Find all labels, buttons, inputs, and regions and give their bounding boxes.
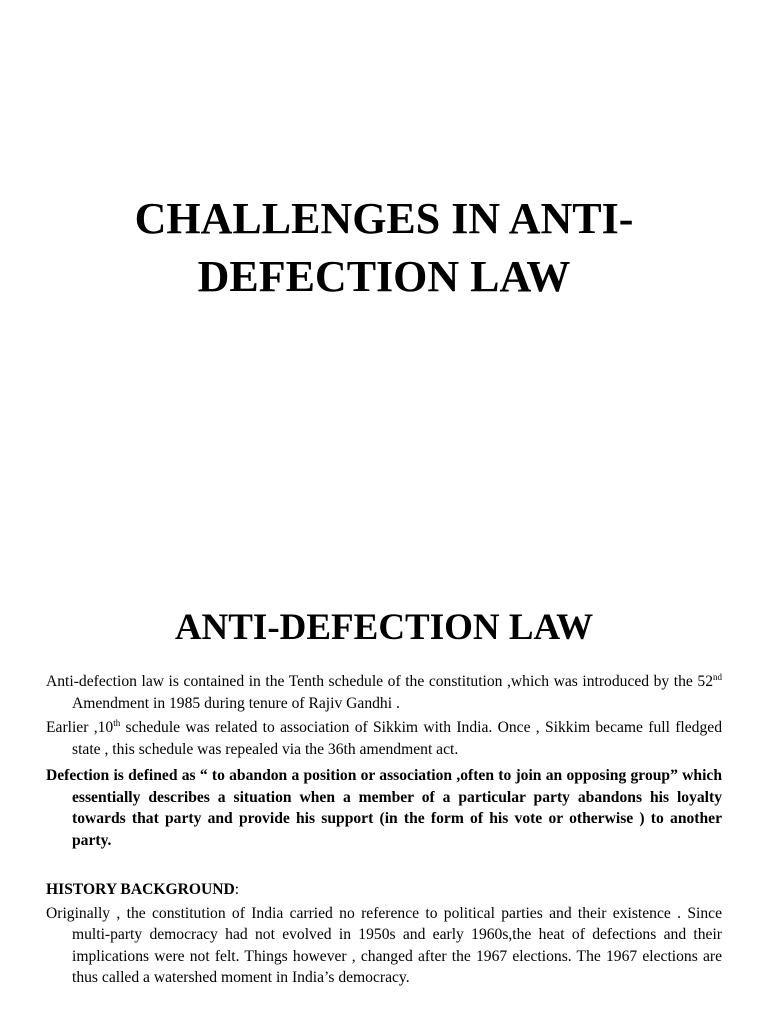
paragraph-text: schedule was related to association of Sikkim with India. Once , Sikkim became full fledged state , this schedule was repealed via the 36th amendment act. bbox=[72, 719, 722, 758]
slide-title-line-2: DEFECTION LAW bbox=[197, 252, 571, 301]
slide-title bbox=[60, 190, 708, 306]
history-heading bbox=[46, 879, 722, 901]
paragraph-sikkim bbox=[46, 717, 722, 760]
slide-title-line-1: CHALLENGES IN ANTI- bbox=[134, 194, 634, 243]
paragraph-text: Anti-defection law is contained in the Tenth schedule of the constitution ,which was introduced by the 52 bbox=[46, 673, 713, 690]
section-title: ANTI-DEFECTION LAW bbox=[174, 607, 594, 648]
paragraph-defection-definition bbox=[46, 765, 722, 851]
history-heading-text: HISTORY BACKGROUND bbox=[46, 881, 235, 898]
superscript: nd bbox=[713, 671, 722, 682]
history-paragraph: Originally , the constitution of India carried no reference to political parties and their existence . Since multi-party democracy had not evolved in 1950s and early 1960s,the heat of defections and their implications were not felt. Things however , changed after the 1967 elections. The 1967 elections are thus called a watershed moment in India’s democracy. bbox=[46, 904, 722, 986]
paragraph-text: Defection is defined as “ to abandon a position or association ,often to join an opposing group” which essentially describes a situation when a member of a particular party abandons his loyalty towards that party and provide his support (in the form of his vote or otherwise ) to another party. bbox=[46, 767, 722, 849]
paragraph-text: Earlier ,10 bbox=[46, 719, 114, 736]
history-heading-colon: : bbox=[234, 881, 240, 898]
paragraph-text: Amendment in 1985 during tenure of Rajiv Gandhi . bbox=[72, 694, 400, 712]
superscript: th bbox=[113, 717, 121, 728]
paragraph-tenth-schedule bbox=[46, 671, 722, 714]
history-section bbox=[46, 879, 722, 989]
